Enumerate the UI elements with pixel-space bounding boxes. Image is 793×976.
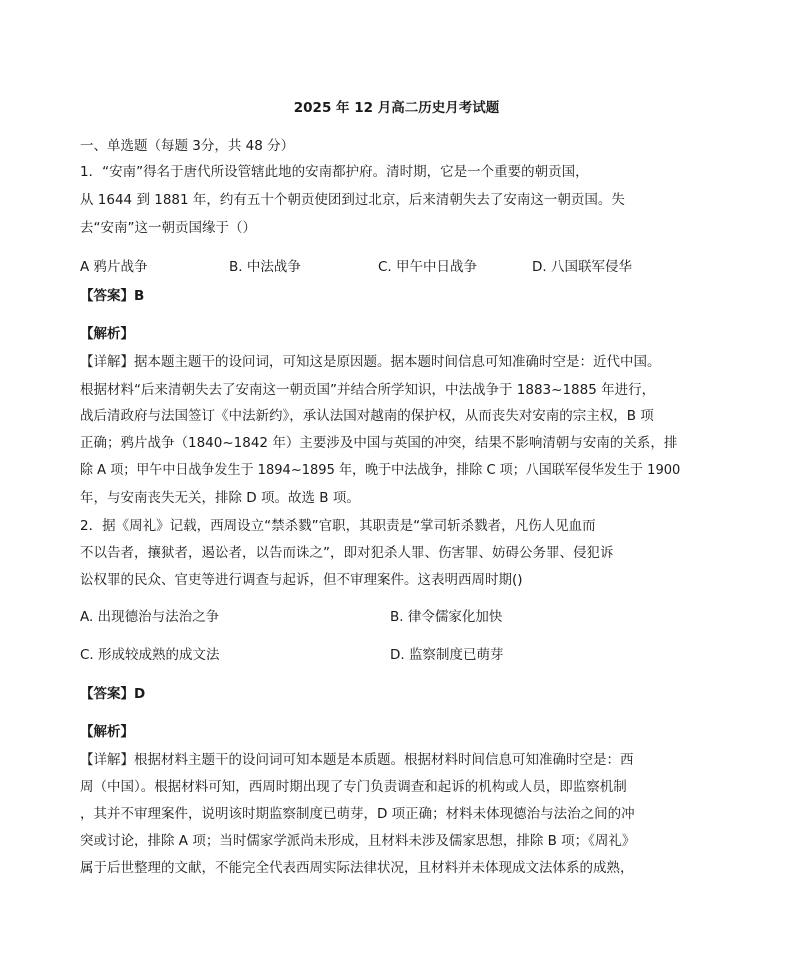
q2-option-b: B. 律令儒家化加快	[390, 609, 503, 625]
q1-option-b: B. 中法战争	[229, 259, 301, 275]
q2-analysis-line-3: ，其并不审理案件，说明该时期监察制度已萌芽，D 项正确；材料未体现德治与法治之间的冲	[80, 806, 635, 822]
q1-stem-line-1: 1．“安南”得名于唐代所设管辖此地的安南都护府。清时期，它是一个重要的朝贡国，	[80, 164, 589, 180]
q1-option-c: C. 甲午中日战争	[378, 259, 478, 275]
q2-answer: 【答案】D	[80, 686, 146, 702]
q2-option-d: D. 监察制度已萌芽	[390, 647, 504, 663]
q2-analysis-line-5: 属于后世整理的文献，不能完全代表西周实际法律状况，且材料并未体现成文法体系的成熟，	[80, 860, 634, 876]
q2-analysis-heading: 【解析】	[80, 724, 134, 740]
q1-option-a: A 鸦片战争	[80, 259, 148, 275]
q2-option-c: C. 形成较成熟的成文法	[80, 647, 220, 663]
q1-analysis-line-5: 除 A 项；甲午中日战争发生于 1894~1895 年，晚于中法战争，排除 C 项；八国联军侵华发生于 1900	[80, 462, 681, 478]
section-heading: 一、单选题（每题 3分，共 48 分）	[80, 138, 295, 154]
q1-stem-line-3: 去“安南”这一朝贡国缘于（）	[80, 220, 256, 236]
q2-stem-line-3: 讼权罪的民众、官吏等进行调查与起诉，但不审理案件。这表明西周时期()	[80, 572, 523, 588]
q2-analysis-line-1: 【详解】根据材料主题干的设问词可知本题是本质题。根据材料时间信息可知准确时空是：西	[80, 752, 634, 768]
q2-analysis-line-2: 周（中国）。根据材料可知，西周时期出现了专门负责调查和起诉的机构或人员，即监察机制	[80, 779, 627, 795]
q1-analysis-line-1: 【详解】据本题主题干的设问词，可知这是原因题。据本题时间信息可知准确时空是：近代中国。	[80, 354, 661, 370]
q1-analysis-heading: 【解析】	[80, 326, 134, 342]
q1-analysis-line-4: 正确；鸦片战争（1840~1842 年）主要涉及中国与英国的冲突，结果不影响清朝与安南的关系，排	[80, 435, 678, 451]
q1-analysis-line-3: 战后清政府与法国签订《中法新约》，承认法国对越南的保护权，从而丧失对安南的宗主权，B 项	[80, 408, 654, 424]
q1-option-d: D. 八国联军侵华	[532, 259, 632, 275]
q1-answer: 【答案】B	[80, 288, 145, 304]
exam-title: 2025 年 12 月高二历史月考试题	[293, 100, 500, 116]
q1-analysis-line-6: 年，与安南丧失无关，排除 D 项。故选 B 项。	[80, 490, 360, 506]
q2-analysis-line-4: 突或讨论，排除 A 项；当时儒家学派尚未形成，且材料未涉及儒家思想，排除 B 项；《周礼》	[80, 833, 636, 849]
q1-stem-line-2: 从 1644 到 1881 年，约有五十个朝贡使团到过北京，后来清朝失去了安南这一朝贡国。失	[80, 192, 625, 208]
q2-stem-line-2: 不以告者，攘狱者，遏讼者，以告而诛之”，即对犯杀人罪、伤害罪、妨碍公务罪、侵犯诉	[80, 545, 614, 561]
q2-stem-line-1: 2．据《周礼》记载，西周设立“禁杀戮”官职，其职责是“掌司斩杀戮者，凡伤人见血而	[80, 518, 596, 534]
q2-option-a: A. 出现德治与法治之争	[80, 609, 220, 625]
q1-analysis-line-2: 根据材料“后来清朝失去了安南这一朝贡国”并结合所学知识，中法战争于 1883~1885 年进行，	[80, 382, 656, 398]
